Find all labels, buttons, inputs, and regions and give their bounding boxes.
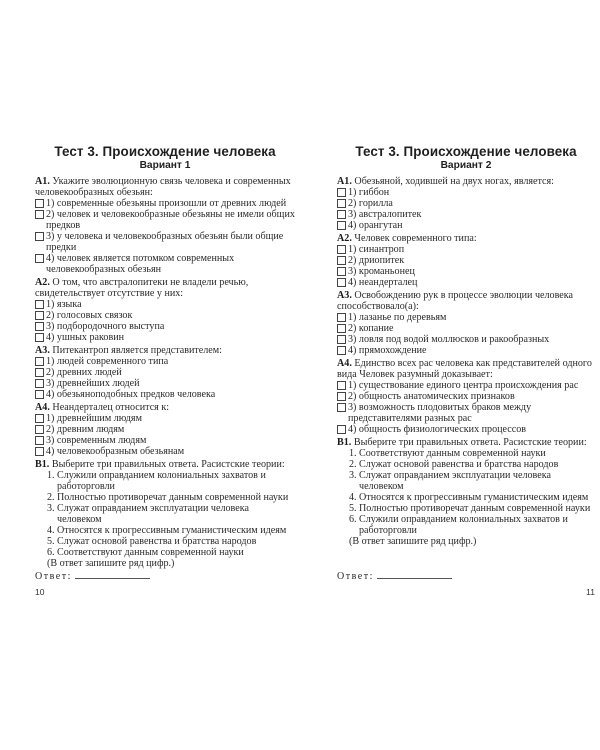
option[interactable]: 3) у человека и человекообразных обезьян были общие предки <box>35 231 295 253</box>
page-number: 11 <box>586 587 595 597</box>
option[interactable]: 1) людей современного типа <box>35 356 295 367</box>
question-text: Единство всех рас человека как представителей одного вида Человек разумный доказывает: <box>337 358 592 380</box>
list-item: 6. Служили оправданием колониальных захватов и работорговли <box>349 514 568 536</box>
option[interactable]: 4) человек является потомком современных человекообразных обезьян <box>35 253 295 275</box>
question-a3 <box>337 290 595 356</box>
checkbox[interactable] <box>337 267 346 276</box>
checkbox[interactable] <box>35 210 44 219</box>
checkbox[interactable] <box>337 403 346 412</box>
answer-line[interactable] <box>377 570 452 579</box>
question-a2 <box>337 233 595 288</box>
option[interactable]: 2) человек и человекообразные обезьяны не имели общих предков <box>35 209 295 231</box>
question-a4 <box>337 358 595 435</box>
question-id: A3. <box>35 345 50 356</box>
option[interactable]: 1) современные обезьяны произошли от древних людей <box>35 198 295 209</box>
option[interactable]: 4) неандерталец <box>337 277 595 288</box>
question-text: Освобождению рук в процессе эволюции человека способствовало(а): <box>337 290 574 312</box>
option[interactable]: 3) современным людям <box>35 435 295 446</box>
page-title: Тест 3. Происхождение человека <box>355 144 577 159</box>
instruction-note: (В ответ запишите ряд цифр.) <box>47 558 175 569</box>
option[interactable]: 1) синантроп <box>337 244 595 255</box>
checkbox[interactable] <box>337 381 346 390</box>
checkbox[interactable] <box>35 333 44 342</box>
instruction-note: (В ответ запишите ряд цифр.) <box>349 536 477 547</box>
option[interactable]: 3) кроманьонец <box>337 266 595 277</box>
checkbox[interactable] <box>35 311 44 320</box>
list-item: 3. Служат оправданием эксплуатации человека человеком <box>47 503 249 525</box>
checkbox[interactable] <box>35 425 44 434</box>
question-a2 <box>35 277 295 343</box>
option[interactable]: 4) человекообразным обезьянам <box>35 446 295 457</box>
checkbox[interactable] <box>35 232 44 241</box>
checkbox[interactable] <box>337 324 346 333</box>
checkbox[interactable] <box>35 414 44 423</box>
question-text: Человек современного типа: <box>354 233 477 244</box>
option[interactable]: 3) древнейших людей <box>35 378 295 389</box>
checkbox[interactable] <box>35 447 44 456</box>
page-number: 10 <box>35 587 45 597</box>
checkbox[interactable] <box>337 199 346 208</box>
question-text: Обезьяной, ходившей на двух ногах, является: <box>354 176 554 187</box>
question-id: B1. <box>35 459 50 470</box>
variant-heading: Вариант 2 <box>440 160 492 171</box>
question-id: A1. <box>35 176 50 187</box>
list-item: 1. Соответствуют данным современной науки <box>349 448 546 459</box>
option[interactable]: 2) голосовых связок <box>35 310 295 321</box>
option[interactable]: 2) древних людей <box>35 367 295 378</box>
option[interactable]: 3) ловля под водой моллюсков и ракообразных <box>337 334 595 345</box>
list-item: 4. Относятся к прогрессивным гуманистическим идеям <box>47 525 287 536</box>
checkbox[interactable] <box>35 254 44 263</box>
b1-list <box>337 448 595 536</box>
option[interactable]: 4) ушных раковин <box>35 332 295 343</box>
checkbox[interactable] <box>337 210 346 219</box>
answer-line[interactable] <box>75 570 150 579</box>
list-item: 2. Полностью противоречат данным современной науки <box>47 492 289 503</box>
option[interactable]: 1) языка <box>35 299 295 310</box>
checkbox[interactable] <box>337 245 346 254</box>
checkbox[interactable] <box>35 379 44 388</box>
question-id: A2. <box>337 233 352 244</box>
answer-field[interactable]: Ответ: <box>337 570 452 582</box>
checkbox[interactable] <box>337 221 346 230</box>
option[interactable]: 4) прямохождение <box>337 345 595 356</box>
question-id: A4. <box>337 358 352 369</box>
question-b1 <box>337 437 595 547</box>
option[interactable]: 1) лазанье по деревьям <box>337 312 595 323</box>
checkbox[interactable] <box>337 278 346 287</box>
checkbox[interactable] <box>337 188 346 197</box>
question-text: Выберите три правильных ответа. Расистские теории: <box>353 437 587 448</box>
option[interactable]: 3) австралопитек <box>337 209 595 220</box>
option[interactable]: 3) подбородочного выступа <box>35 321 295 332</box>
checkbox[interactable] <box>337 425 346 434</box>
question-id: A2. <box>35 277 50 288</box>
checkbox[interactable] <box>35 390 44 399</box>
question-a1 <box>35 176 295 275</box>
checkbox[interactable] <box>35 436 44 445</box>
list-item: 6. Соответствуют данным современной науки <box>47 547 244 558</box>
list-item: 5. Полностью противоречат данным современной науки <box>349 503 591 514</box>
checkbox[interactable] <box>337 392 346 401</box>
checkbox[interactable] <box>35 199 44 208</box>
question-text: Неандерталец относится к: <box>52 402 170 413</box>
option[interactable]: 1) существование единого центра происхождения рас <box>337 380 595 391</box>
question-text: Питекантроп является представителем: <box>52 345 222 356</box>
b1-list <box>35 470 295 558</box>
option[interactable]: 4) общность физиологических процессов <box>337 424 595 435</box>
question-a4 <box>35 402 295 457</box>
question-id: A1. <box>337 176 352 187</box>
checkbox[interactable] <box>337 313 346 322</box>
option[interactable]: 1) древнейшим людям <box>35 413 295 424</box>
page-title: Тест 3. Происхождение человека <box>54 144 276 159</box>
checkbox[interactable] <box>35 322 44 331</box>
option[interactable]: 4) орангутан <box>337 220 595 231</box>
question-id: A3. <box>337 290 352 301</box>
option[interactable]: 2) общность анатомических признаков <box>337 391 595 402</box>
question-a1 <box>337 176 595 231</box>
option[interactable]: 4) обезьяноподобных предков человека <box>35 389 295 400</box>
checkbox[interactable] <box>337 335 346 344</box>
questions <box>35 176 295 571</box>
question-b1 <box>35 459 295 569</box>
checkbox[interactable] <box>337 256 346 265</box>
option[interactable]: 2) копание <box>337 323 595 334</box>
option[interactable]: 2) древним людям <box>35 424 295 435</box>
question-id: A4. <box>35 402 50 413</box>
option[interactable]: 2) горилла <box>337 198 595 209</box>
answer-field[interactable]: Ответ: <box>35 570 150 582</box>
checkbox[interactable] <box>35 368 44 377</box>
variant-heading: Вариант 1 <box>139 160 191 171</box>
list-item: 1. Служили оправданием колониальных захватов и работорговли <box>47 470 266 492</box>
checkbox[interactable] <box>35 300 44 309</box>
question-text: О том, что австралопитеки не владели речью, свидетельствует отсутствие у них: <box>35 277 249 299</box>
option[interactable]: 2) дриопитек <box>337 255 595 266</box>
question-text: Выберите три правильных ответа. Расистские теории: <box>51 459 285 470</box>
list-item: 5. Служат основой равенства и братства народов <box>47 536 257 547</box>
option[interactable]: 1) гиббон <box>337 187 595 198</box>
question-id: B1. <box>337 437 352 448</box>
question-a3 <box>35 345 295 400</box>
list-item: 3. Служат оправданием эксплуатации человека человеком <box>349 470 551 492</box>
list-item: 2. Служат основой равенства и братства народов <box>349 459 559 470</box>
question-text: Укажите эволюционную связь человека и современных человекообразных обезьян: <box>35 176 291 198</box>
list-item: 4. Относятся к прогрессивным гуманистическим идеям <box>349 492 589 503</box>
questions <box>337 176 595 549</box>
checkbox[interactable] <box>337 346 346 355</box>
checkbox[interactable] <box>35 357 44 366</box>
option[interactable]: 3) возможность плодовитых браков между представителями разных рас <box>337 402 595 424</box>
